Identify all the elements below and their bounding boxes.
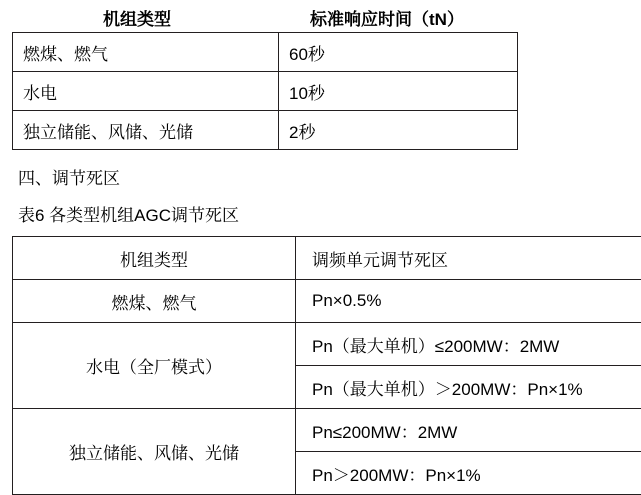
cell-deadband-value: Pn＞200MW：Pn×1%	[296, 452, 641, 495]
table-row	[13, 72, 518, 111]
cell-unit-type: 独立储能、风储、光储	[13, 111, 279, 150]
cell-unit-type: 独立储能、风储、光储	[13, 409, 296, 495]
deadband-table	[12, 236, 641, 495]
cell-deadband-value: Pn×0.5%	[296, 280, 641, 323]
response-time-table	[12, 32, 518, 150]
cell-unit-type: 水电	[13, 72, 279, 111]
cell-response-time: 2秒	[279, 111, 518, 150]
cell-response-time: 60秒	[279, 33, 518, 72]
response-table-header-row	[0, 0, 641, 30]
table-row	[13, 111, 518, 150]
cell-unit-type: 燃煤、燃气	[13, 33, 279, 72]
table-header-row	[13, 237, 641, 280]
header-deadband: 调频单元调节死区	[296, 237, 641, 280]
table-row	[13, 409, 641, 452]
cell-unit-type: 燃煤、燃气	[13, 280, 296, 323]
section-heading: 四、调节死区	[18, 164, 641, 189]
response-table-header-type: 机组类型	[12, 5, 262, 30]
table-row	[13, 280, 641, 323]
table-row	[13, 323, 641, 366]
cell-deadband-value: Pn（最大单机）＞200MW：Pn×1%	[296, 366, 641, 409]
header-unit-type: 机组类型	[13, 237, 296, 280]
cell-response-time: 10秒	[279, 72, 518, 111]
cell-deadband-value: Pn≤200MW：2MW	[296, 409, 641, 452]
table-caption: 表6 各类型机组AGC调节死区	[18, 201, 641, 226]
table-row	[13, 33, 518, 72]
cell-deadband-value: Pn（最大单机）≤200MW：2MW	[296, 323, 641, 366]
response-table-header-time: 标准响应时间（tN）	[272, 5, 502, 30]
cell-unit-type: 水电（全厂模式）	[13, 323, 296, 409]
